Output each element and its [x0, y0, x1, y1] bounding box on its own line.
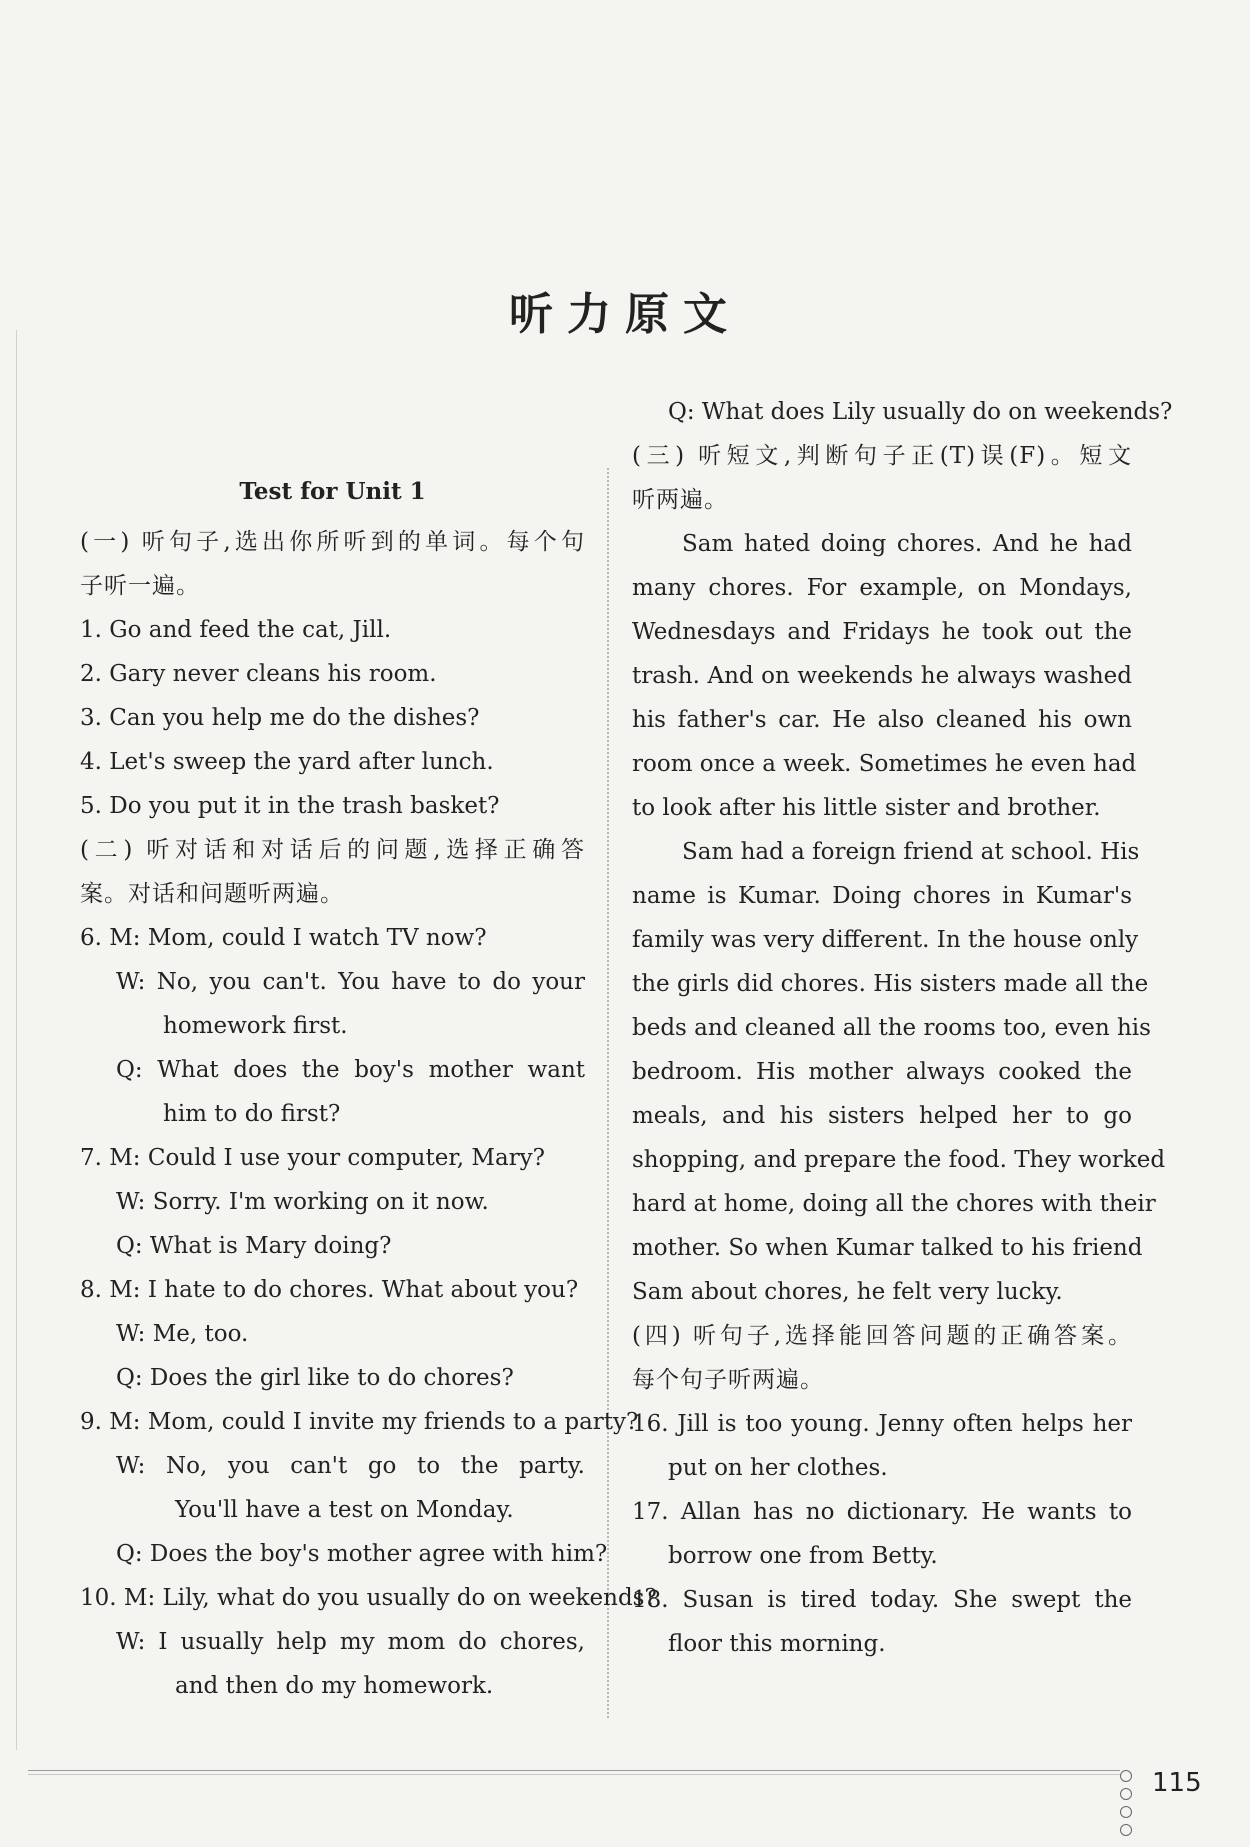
text-line: Q: What is Mary doing?: [116, 1233, 392, 1259]
text-line: 7. M: Could I use your computer, Mary?: [80, 1145, 546, 1171]
text-line: 每个句子听两遍。: [632, 1367, 824, 1393]
text-line: Q: Does the boy's mother agree with him?: [116, 1541, 608, 1567]
text-line: 16. Jill is too young. Jenny often helps her: [632, 1411, 1132, 1437]
text-line: family was very different. In the house only: [632, 927, 1139, 953]
text-line: borrow one from Betty.: [668, 1543, 938, 1569]
text-line: bedroom. His mother always cooked the: [632, 1059, 1132, 1085]
text-line: meals, and his sisters helped her to go: [632, 1103, 1132, 1129]
text-line: to look after his little sister and brother.: [632, 795, 1101, 821]
text-line: You'll have a test on Monday.: [175, 1497, 514, 1523]
text-line: (四) 听句子,选择能回答问题的正确答案。: [632, 1323, 1132, 1349]
left-lines: [80, 520, 657, 1708]
page-marks: [1120, 1770, 1134, 1842]
left-column: [80, 470, 657, 1708]
text-line: name is Kumar. Doing chores in Kumar's: [632, 883, 1132, 909]
text-line: 9. M: Mom, could I invite my friends to a party?: [80, 1409, 639, 1435]
dot-icon: [1120, 1788, 1132, 1800]
right-column: [632, 390, 1173, 1666]
text-line: (一) 听句子,选出你所听到的单词。每个句: [80, 529, 585, 555]
text-line: hard at home, doing all the chores with their: [632, 1191, 1156, 1217]
text-line: 18. Susan is tired today. She swept the: [632, 1587, 1132, 1613]
text-line: 10. M: Lily, what do you usually do on weekends?: [80, 1585, 657, 1611]
text-line: 17. Allan has no dictionary. He wants to: [632, 1499, 1132, 1525]
footer-rule: [28, 1770, 1120, 1771]
text-line: Wednesdays and Fridays he took out the: [632, 619, 1132, 645]
dot-icon: [1120, 1806, 1132, 1818]
text-line: 1. Go and feed the cat, Jill.: [80, 617, 392, 643]
page-edge: [16, 330, 17, 1750]
right-lines: [632, 390, 1173, 1666]
text-line: Q: Does the girl like to do chores?: [116, 1365, 514, 1391]
text-line: 5. Do you put it in the trash basket?: [80, 793, 500, 819]
text-line: 3. Can you help me do the dishes?: [80, 705, 480, 731]
page-number: 115: [1152, 1768, 1202, 1798]
text-line: many chores. For example, on Mondays,: [632, 575, 1132, 601]
text-line: Q: What does the boy's mother want: [116, 1057, 585, 1083]
text-line: room once a week. Sometimes he even had: [632, 751, 1137, 777]
text-line: floor this morning.: [668, 1631, 886, 1657]
text-line: mother. So when Kumar talked to his friend: [632, 1235, 1143, 1261]
text-line: put on her clothes.: [668, 1455, 888, 1481]
text-line: W: No, you can't. You have to do your: [116, 969, 585, 995]
text-line: homework first.: [163, 1013, 348, 1039]
text-line: Sam had a foreign friend at school. His: [682, 839, 1140, 865]
text-line: shopping, and prepare the food. They worked: [632, 1147, 1166, 1173]
text-line: and then do my homework.: [175, 1673, 494, 1699]
unit-title: Test for Unit 1: [239, 478, 426, 505]
text-line: 4. Let's sweep the yard after lunch.: [80, 749, 494, 775]
text-line: 听两遍。: [632, 487, 728, 513]
footer-rule-secondary: [28, 1774, 1120, 1775]
page-title: 听力原文: [509, 289, 741, 340]
column-divider: [607, 468, 609, 1718]
dot-icon: [1120, 1824, 1132, 1836]
text-line: (二) 听对话和对话后的问题,选择正确答: [80, 837, 585, 863]
text-line: him to do first?: [163, 1101, 341, 1127]
text-line: 2. Gary never cleans his room.: [80, 661, 437, 687]
text-line: Q: What does Lily usually do on weekends?: [668, 399, 1173, 425]
text-line: his father's car. He also cleaned his own: [632, 707, 1132, 733]
text-line: trash. And on weekends he always washed: [632, 663, 1132, 689]
text-line: beds and cleaned all the rooms too, even his: [632, 1015, 1151, 1041]
text-line: W: No, you can't go to the party.: [116, 1453, 585, 1479]
text-line: (三) 听短文,判断句子正(T)误(F)。短文: [632, 443, 1132, 469]
text-line: the girls did chores. His sisters made all the: [632, 971, 1149, 997]
text-line: W: Me, too.: [116, 1321, 249, 1347]
dot-icon: [1120, 1770, 1132, 1782]
text-line: 案。对话和问题听两遍。: [80, 881, 344, 907]
text-line: W: I usually help my mom do chores,: [116, 1629, 585, 1655]
text-line: Sam hated doing chores. And he had: [682, 531, 1132, 557]
text-line: W: Sorry. I'm working on it now.: [116, 1189, 489, 1215]
text-line: 子听一遍。: [80, 573, 200, 599]
text-line: Sam about chores, he felt very lucky.: [632, 1279, 1063, 1305]
text-line: 8. M: I hate to do chores. What about you?: [80, 1277, 579, 1303]
text-line: 6. M: Mom, could I watch TV now?: [80, 925, 487, 951]
